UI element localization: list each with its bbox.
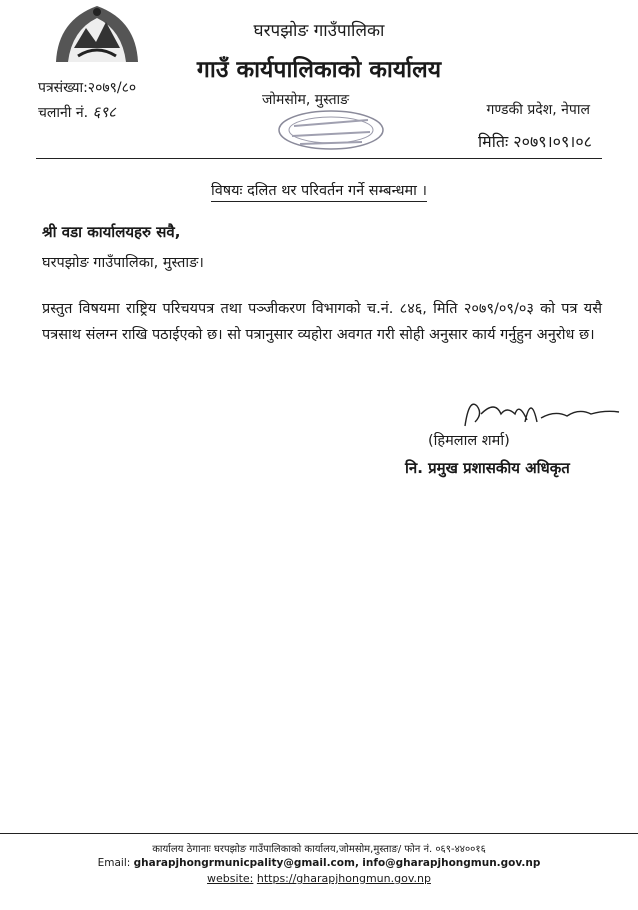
province: गण्डकी प्रदेश, नेपाल: [486, 102, 590, 118]
email-link-2[interactable]: info@gharapjhongmun.gov.np: [362, 857, 541, 869]
website-link[interactable]: https://gharapjhongmun.gov.np: [256, 872, 431, 885]
subject-line: [0, 180, 638, 200]
recipient-line-1: श्री वडा कार्यालयहरु सवै,: [42, 223, 181, 241]
letter-date: मितिः २०७९।०९।०८: [478, 132, 592, 151]
footer-email: [0, 857, 638, 869]
office-stamp-icon: [276, 108, 386, 152]
footer-divider: [0, 833, 638, 834]
email-separator: ,: [354, 857, 359, 869]
subject-text: विषयः दलित थर परिवर्तन गर्ने सम्बन्धमा ।: [211, 183, 427, 202]
letter-number: [38, 78, 136, 97]
footer-address: कार्यालय ठेगानाः घरपझोङ गाउँपालिकाको कार्यालय,जोमसोम,मुस्ताङ/ फोन नं. ०६९-४४००१६: [152, 844, 486, 855]
dispatch-number-value: ६९८: [92, 103, 116, 121]
office-name: गाउँ कार्यपालिकाको कार्यालय: [196, 57, 442, 83]
signatory-name: (हिमलाल शर्मा): [428, 433, 510, 449]
email-label: Email:: [97, 857, 131, 869]
letter-number-label: पत्रसंख्या:: [38, 80, 88, 96]
recipient-line-2: घरपझोङ गाउँपालिका, मुस्ताङ।: [42, 255, 204, 271]
letter-number-value: २०७९/८०: [87, 80, 137, 96]
website-label: website:: [207, 872, 254, 885]
dispatch-number: [38, 102, 116, 122]
letter-body: प्रस्तुत विषयमा राष्ट्रिय परिचयपत्र तथा पञ्जीकरण विभागको च.नं. ८४६, मिति २०७९/०९/०३ को पत्र यसै पत्रसाथ संलग्न राखि पठाईएको छ। सो पत्रानुसार व्यहोरा अवगत गरी सोही अनुसार कार्य गर्नुहुन अनुरोध छ।: [42, 301, 602, 343]
office-location: जोमसोम, मुस्ताङ: [262, 92, 350, 108]
dispatch-number-label: चलानी नं.: [38, 105, 89, 121]
header-divider: [36, 158, 602, 159]
signatory-designation: नि. प्रमुख प्रशासकीय अधिकृत: [405, 459, 570, 477]
email-link-1[interactable]: gharapjhongrmunicpality@gmail.com: [133, 857, 355, 869]
footer-website: [0, 872, 638, 885]
municipality-name: घरपझोङ गाउँपालिका: [253, 21, 385, 41]
